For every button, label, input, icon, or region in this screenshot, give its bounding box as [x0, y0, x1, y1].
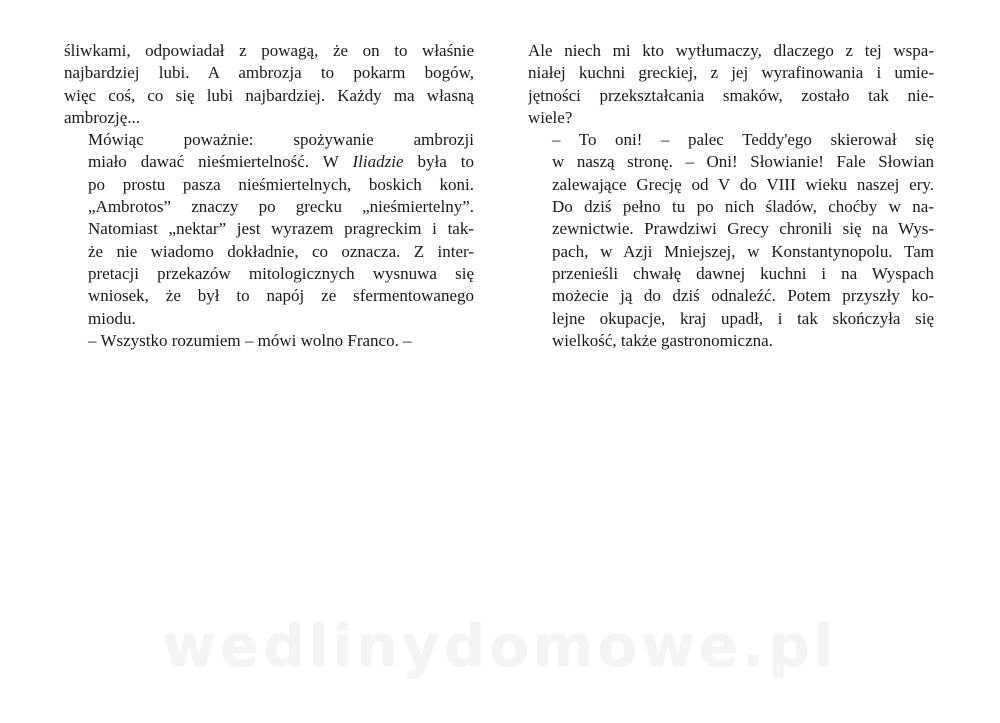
paragraph-kuchnia-grecka	[528, 40, 934, 129]
text-line: wiele?	[528, 107, 573, 127]
paragraph-slowianie	[528, 129, 934, 352]
text-line: pretacji przekazów mitologicznych wysnuwa się	[88, 263, 474, 283]
text-line: niałej kuchni greckiej, z jej wyrafinowania i umie-	[528, 63, 934, 83]
text-line: jętności przekształcania smaków, zostało tak nie-	[528, 85, 934, 105]
text-line: – To oni! – palec Teddy'ego skierował się	[552, 130, 934, 150]
paragraph-franco-dialogue	[64, 330, 474, 352]
paragraph-ambrozja-intro	[64, 40, 474, 129]
text-line: przenieśli chwałę dawnej kuchni i na Wyspach	[552, 263, 934, 283]
text-line: pach, w Azji Mniejszej, w Konstantynopolu. Tam	[552, 241, 934, 261]
text-line: zewnictwie. Prawdziwi Grecy chronili się na Wys-	[552, 219, 934, 239]
text-line: po prostu pasza nieśmiertelnych, boskich koni.	[88, 174, 474, 194]
text-line: wielkość, także gastronomiczna.	[552, 330, 773, 350]
text-line: że nie wiadomo dokładnie, co oznacza. Z inter-	[88, 241, 474, 261]
text-line: wniosek, że był to napój ze sfermentowanego	[88, 286, 474, 306]
text-line: Do dziś pełno tu po nich śladów, choćby w na-	[552, 197, 934, 217]
left-text-column	[64, 40, 474, 352]
text-line: zalewające Grecję od V do VIII wieku naszej ery.	[552, 174, 934, 194]
right-text-column	[528, 40, 934, 352]
text-line: w naszą stronę. – Oni! Słowianie! Fale Słowian	[552, 152, 934, 172]
paragraph-niesmiertelnosc	[64, 129, 474, 330]
text-line: miało dawać nieśmiertelność. W Iliadzie była to	[88, 152, 474, 172]
text-line: ambrozję...	[64, 107, 140, 127]
text-line: miodu.	[88, 308, 136, 328]
text-line: śliwkami, odpowiadał z powagą, że on to właśnie	[64, 41, 474, 60]
text-line: Natomiast „nektar” jest wyrazem pragreckim i tak-	[88, 219, 474, 239]
text-line: najbardziej lubi. A ambrozja to pokarm bogów,	[64, 63, 474, 83]
text-line: – Wszystko rozumiem – mówi wolno Franco. –	[88, 330, 412, 350]
watermark-text: wedlinydomowe.pl	[162, 612, 838, 680]
text-line: lejne okupacje, kraj upadł, i tak skończyła się	[552, 308, 934, 328]
text-line: Mówiąc poważnie: spożywanie ambrozji	[88, 130, 474, 150]
text-line: możecie ją do dziś odnaleźć. Potem przyszły ko-	[552, 286, 934, 306]
text-line: Ale niech mi kto wytłumaczy, dlaczego z tej wspa-	[528, 41, 934, 60]
text-line: więc coś, co się lubi najbardziej. Każdy ma własną	[64, 85, 474, 105]
text-line: „Ambrotos” znaczy po grecku „nieśmiertelny”.	[88, 197, 474, 217]
